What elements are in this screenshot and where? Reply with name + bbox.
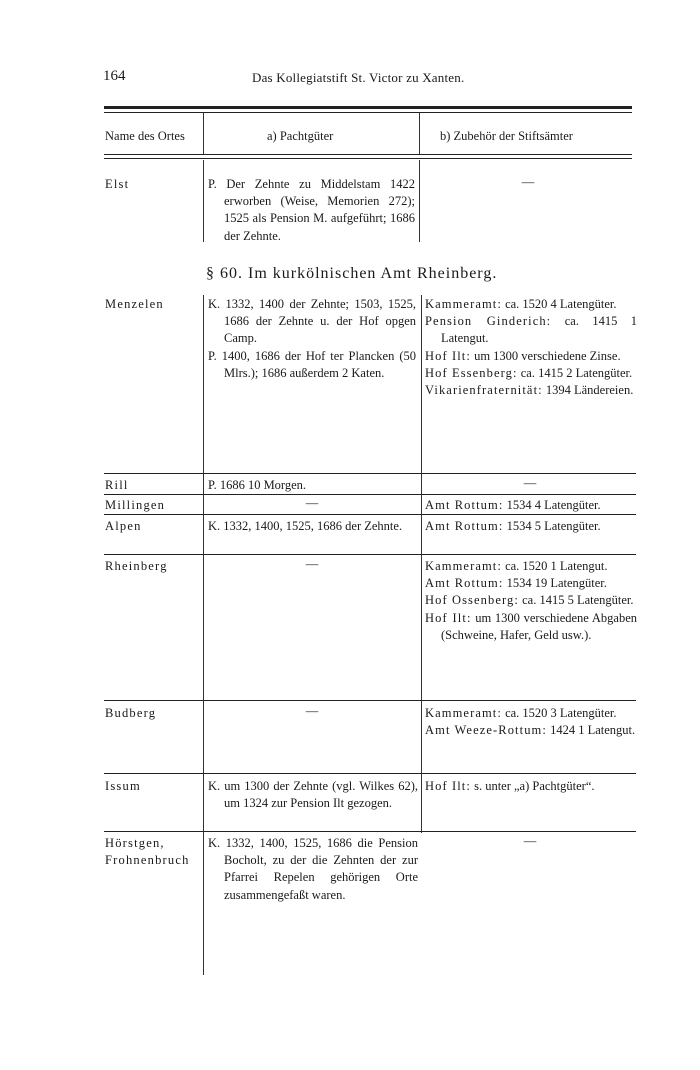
entry-text: ca. 1520 4 Latengüter.	[505, 297, 617, 311]
col-header-zubehoer: b) Zubehör der Stiftsämter	[440, 129, 573, 143]
entry-text: 1394 Ländereien.	[545, 383, 634, 398]
header-rule-1	[104, 154, 632, 155]
section-heading: § 60. Im kurkölnischen Amt Rheinberg.	[206, 265, 498, 282]
place-hoerstgen: Hörstgen, Frohnenbruch	[105, 836, 190, 868]
entry-item	[425, 296, 637, 313]
entry-text: P. 1400, 1686 der Hof ter Plancken (50 Mlrs.); 1686 außerdem 2 Katen.	[208, 348, 416, 380]
entry-label: Pension Ginderich:	[425, 314, 552, 329]
budberg-zubehoer	[425, 705, 637, 739]
place-rill: Rill	[105, 478, 129, 492]
entry-text: ca. 1415 5 Latengüter.	[522, 593, 634, 608]
entry-item	[425, 382, 637, 399]
row-rule	[104, 514, 636, 515]
entry-label: Amt Rottum:	[425, 576, 504, 591]
rheinberg-pachtgueter-dash: —	[305, 557, 319, 571]
running-title: Das Kollegiatstift St. Victor zu Xanten.	[252, 70, 465, 85]
menzelen-zubehoer	[425, 296, 637, 399]
entry-text: ca. 1415 2 Latengüter.	[520, 365, 633, 380]
entry-label: Amt Weeze-Rottum:	[425, 723, 547, 738]
col-header-pachtgueter: a) Pachtgüter	[267, 129, 334, 143]
place-elst: Elst	[105, 177, 130, 191]
place-budberg: Budberg	[105, 706, 157, 720]
elst-divider-2	[419, 160, 420, 242]
main-divider-1	[203, 295, 204, 975]
entry-item	[425, 348, 637, 365]
rill-zubehoer-dash: —	[523, 476, 537, 490]
entry-item	[425, 575, 637, 592]
entry-item	[425, 497, 637, 514]
row-rule	[104, 773, 636, 774]
elst-divider-1	[203, 160, 204, 242]
row-rule	[104, 831, 636, 832]
entry-text: 1534 4 Latengüter.	[506, 498, 601, 512]
alpen-pachtgueter	[208, 518, 416, 535]
row-rule	[104, 554, 636, 555]
entry-label: Amt Rottum:	[425, 498, 504, 512]
top-rule-thin	[104, 112, 632, 113]
entry-item	[425, 313, 637, 347]
entry-label: Hof Essenberg:	[425, 365, 518, 380]
hoerstgen-zubehoer-dash: —	[523, 834, 537, 848]
menzelen-pachtgueter	[208, 296, 416, 382]
entry-label: Amt Rottum:	[425, 519, 504, 533]
page-number: 164	[103, 68, 126, 84]
entry-text: ca. 1520 3 Latengüter.	[505, 706, 617, 720]
rill-pachtgueter	[208, 477, 416, 494]
entry-item	[425, 592, 637, 609]
entry-item	[425, 705, 637, 722]
budberg-pachtgueter-dash: —	[305, 704, 319, 718]
row-rule	[104, 700, 636, 701]
entry-text: ca. 1520 1 Latengut.	[505, 559, 608, 573]
elst-pachtgueter	[208, 176, 415, 245]
entry-item	[425, 365, 637, 382]
entry-label: Hof Ilt:	[425, 610, 472, 625]
entry-text: 1534 5 Latengüter.	[506, 519, 601, 533]
entry-label: Hof Ilt:	[425, 348, 471, 363]
top-rule-thick	[104, 106, 632, 109]
entry-text: um 1300 verschiedene Abgaben (Schweine, Hafer, Geld usw.).	[441, 610, 637, 642]
millingen-zubehoer	[425, 497, 637, 514]
entry-text: K. 1332, 1400, 1525, 1686 die Pension Bocholt, zu der die Zehnten der zur Pfarrei Repelen gehörigen Orte zusammengefaßt waren.	[208, 836, 418, 902]
entry-item	[425, 558, 637, 575]
place-alpen: Alpen	[105, 519, 142, 533]
entry-label: Hof Ossenberg:	[425, 593, 519, 608]
entry-text: K. 1332, 1400 der Zehnte; 1503, 1525, 1686 der Zehnte u. der Hof opgen Camp.	[208, 297, 416, 346]
hoerstgen-pachtgueter	[208, 835, 418, 904]
place-menzelen: Menzelen	[105, 297, 164, 311]
col-header-place: Name des Ortes	[105, 129, 185, 143]
entry-text: 1534 19 Latengüter.	[506, 576, 607, 591]
entry-text: P. 1686 10 Morgen.	[208, 478, 307, 492]
entry-label: Kammeramt:	[425, 706, 502, 720]
place-rheinberg: Rheinberg	[105, 559, 168, 573]
entry-text: s. unter „a) Pachtgüter“.	[474, 779, 595, 793]
issum-pachtgueter	[208, 778, 418, 812]
entry-text: um 1300 verschiedene Zinse.	[474, 348, 621, 363]
header-rule-2	[104, 158, 632, 159]
entry-text: ca. 1415 1 Latengut.	[441, 314, 637, 346]
millingen-pachtgueter-dash: —	[305, 496, 319, 510]
place-millingen: Millingen	[105, 498, 166, 512]
entry-text: K. 1332, 1400, 1525, 1686 der Zehnte.	[208, 519, 403, 533]
header-divider-2	[419, 113, 420, 155]
place-issum: Issum	[105, 779, 141, 793]
entry-item	[425, 610, 637, 644]
entry-label: Vikarienfraternität:	[425, 383, 543, 398]
entry-label: Kammeramt:	[425, 559, 502, 573]
entry-text: P. Der Zehnte zu Middelstam 1422 erworben (Weise, Memorien 272); 1525 als Pension M. aufgeführt; 1686 der Zehnte.	[208, 177, 415, 243]
entry-label: Hof Ilt:	[425, 779, 471, 793]
entry-item	[425, 518, 637, 535]
entry-item	[425, 778, 640, 795]
rheinberg-zubehoer	[425, 558, 637, 644]
row-rule	[104, 473, 636, 474]
elst-zubehoer-dash: —	[521, 175, 535, 189]
entry-text: 1424 1 Latengut.	[550, 723, 636, 738]
main-divider-2	[421, 295, 422, 833]
entry-text: K. um 1300 der Zehnte (vgl. Wilkes 62), um 1324 zur Pension Ilt gezogen.	[208, 779, 418, 811]
issum-zubehoer	[425, 778, 640, 795]
entry-label: Kammeramt:	[425, 297, 502, 311]
alpen-zubehoer	[425, 518, 637, 535]
entry-item	[425, 722, 637, 739]
header-divider-1	[203, 113, 204, 155]
